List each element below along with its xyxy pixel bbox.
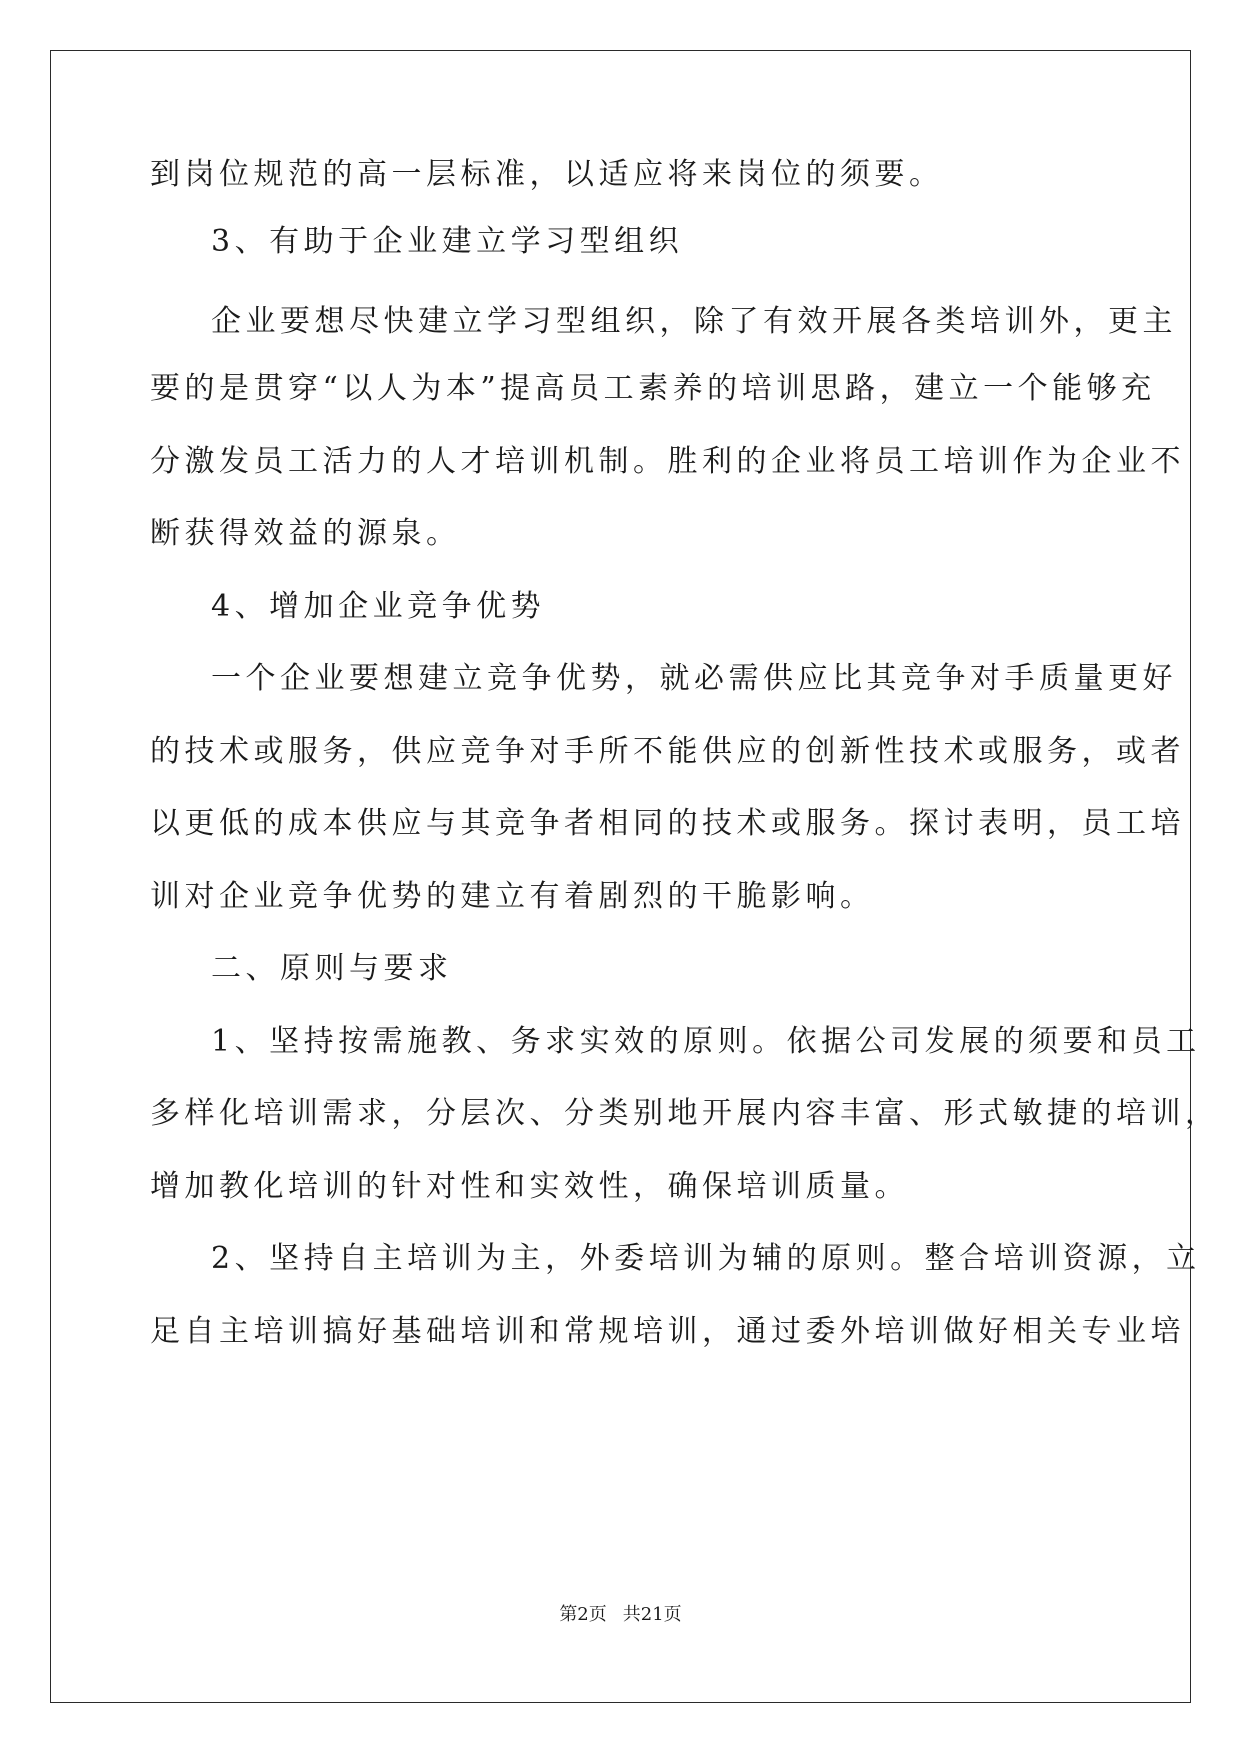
page-number-label: 第2页 bbox=[559, 1604, 607, 1625]
text-line: 训对企业竞争优势的建立有着剧烈的干脆影响。 bbox=[150, 879, 875, 914]
text-line: 要的是贯穿“以人为本”提高员工素养的培训思路，建立一个能够充 bbox=[150, 371, 1156, 406]
text-line: 分激发员工活力的人才培训机制。胜利的企业将员工培训作为企业不 bbox=[150, 444, 1185, 479]
text-line: 1、坚持按需施教、务求实效的原则。依据公司发展的须要和员工 bbox=[211, 1024, 1201, 1059]
section-heading: 3、有助于企业建立学习型组织 bbox=[211, 224, 684, 259]
text-line: 到岗位规范的高一层标准，以适应将来岗位的须要。 bbox=[150, 157, 944, 192]
text-line: 以更低的成本供应与其竞争者相同的技术或服务。探讨表明，员工培 bbox=[150, 806, 1185, 841]
page-footer bbox=[0, 1604, 1241, 1626]
text-line: 企业要想尽快建立学习型组织，除了有效开展各类培训外，更主 bbox=[211, 304, 1177, 339]
text-line: 多样化培训需求，分层次、分类别地开展内容丰富、形式敏捷的培训， bbox=[150, 1096, 1220, 1131]
text-line: 增加教化培训的针对性和实效性，确保培训质量。 bbox=[150, 1169, 909, 1204]
text-line: 2、坚持自主培训为主，外委培训为辅的原则。整合培训资源，立 bbox=[211, 1241, 1201, 1276]
section-heading: 二、原则与要求 bbox=[211, 951, 453, 986]
text-line: 断获得效益的源泉。 bbox=[150, 516, 461, 551]
section-heading: 4、增加企业竞争优势 bbox=[211, 589, 546, 624]
page-total-label: 共21页 bbox=[622, 1604, 682, 1625]
text-line: 足自主培训搞好基础培训和常规培训，通过委外培训做好相关专业培 bbox=[150, 1314, 1185, 1349]
text-line: 一个企业要想建立竞争优势，就必需供应比其竞争对手质量更好 bbox=[211, 661, 1177, 696]
text-line: 的技术或服务，供应竞争对手所不能供应的创新性技术或服务，或者 bbox=[150, 734, 1185, 769]
